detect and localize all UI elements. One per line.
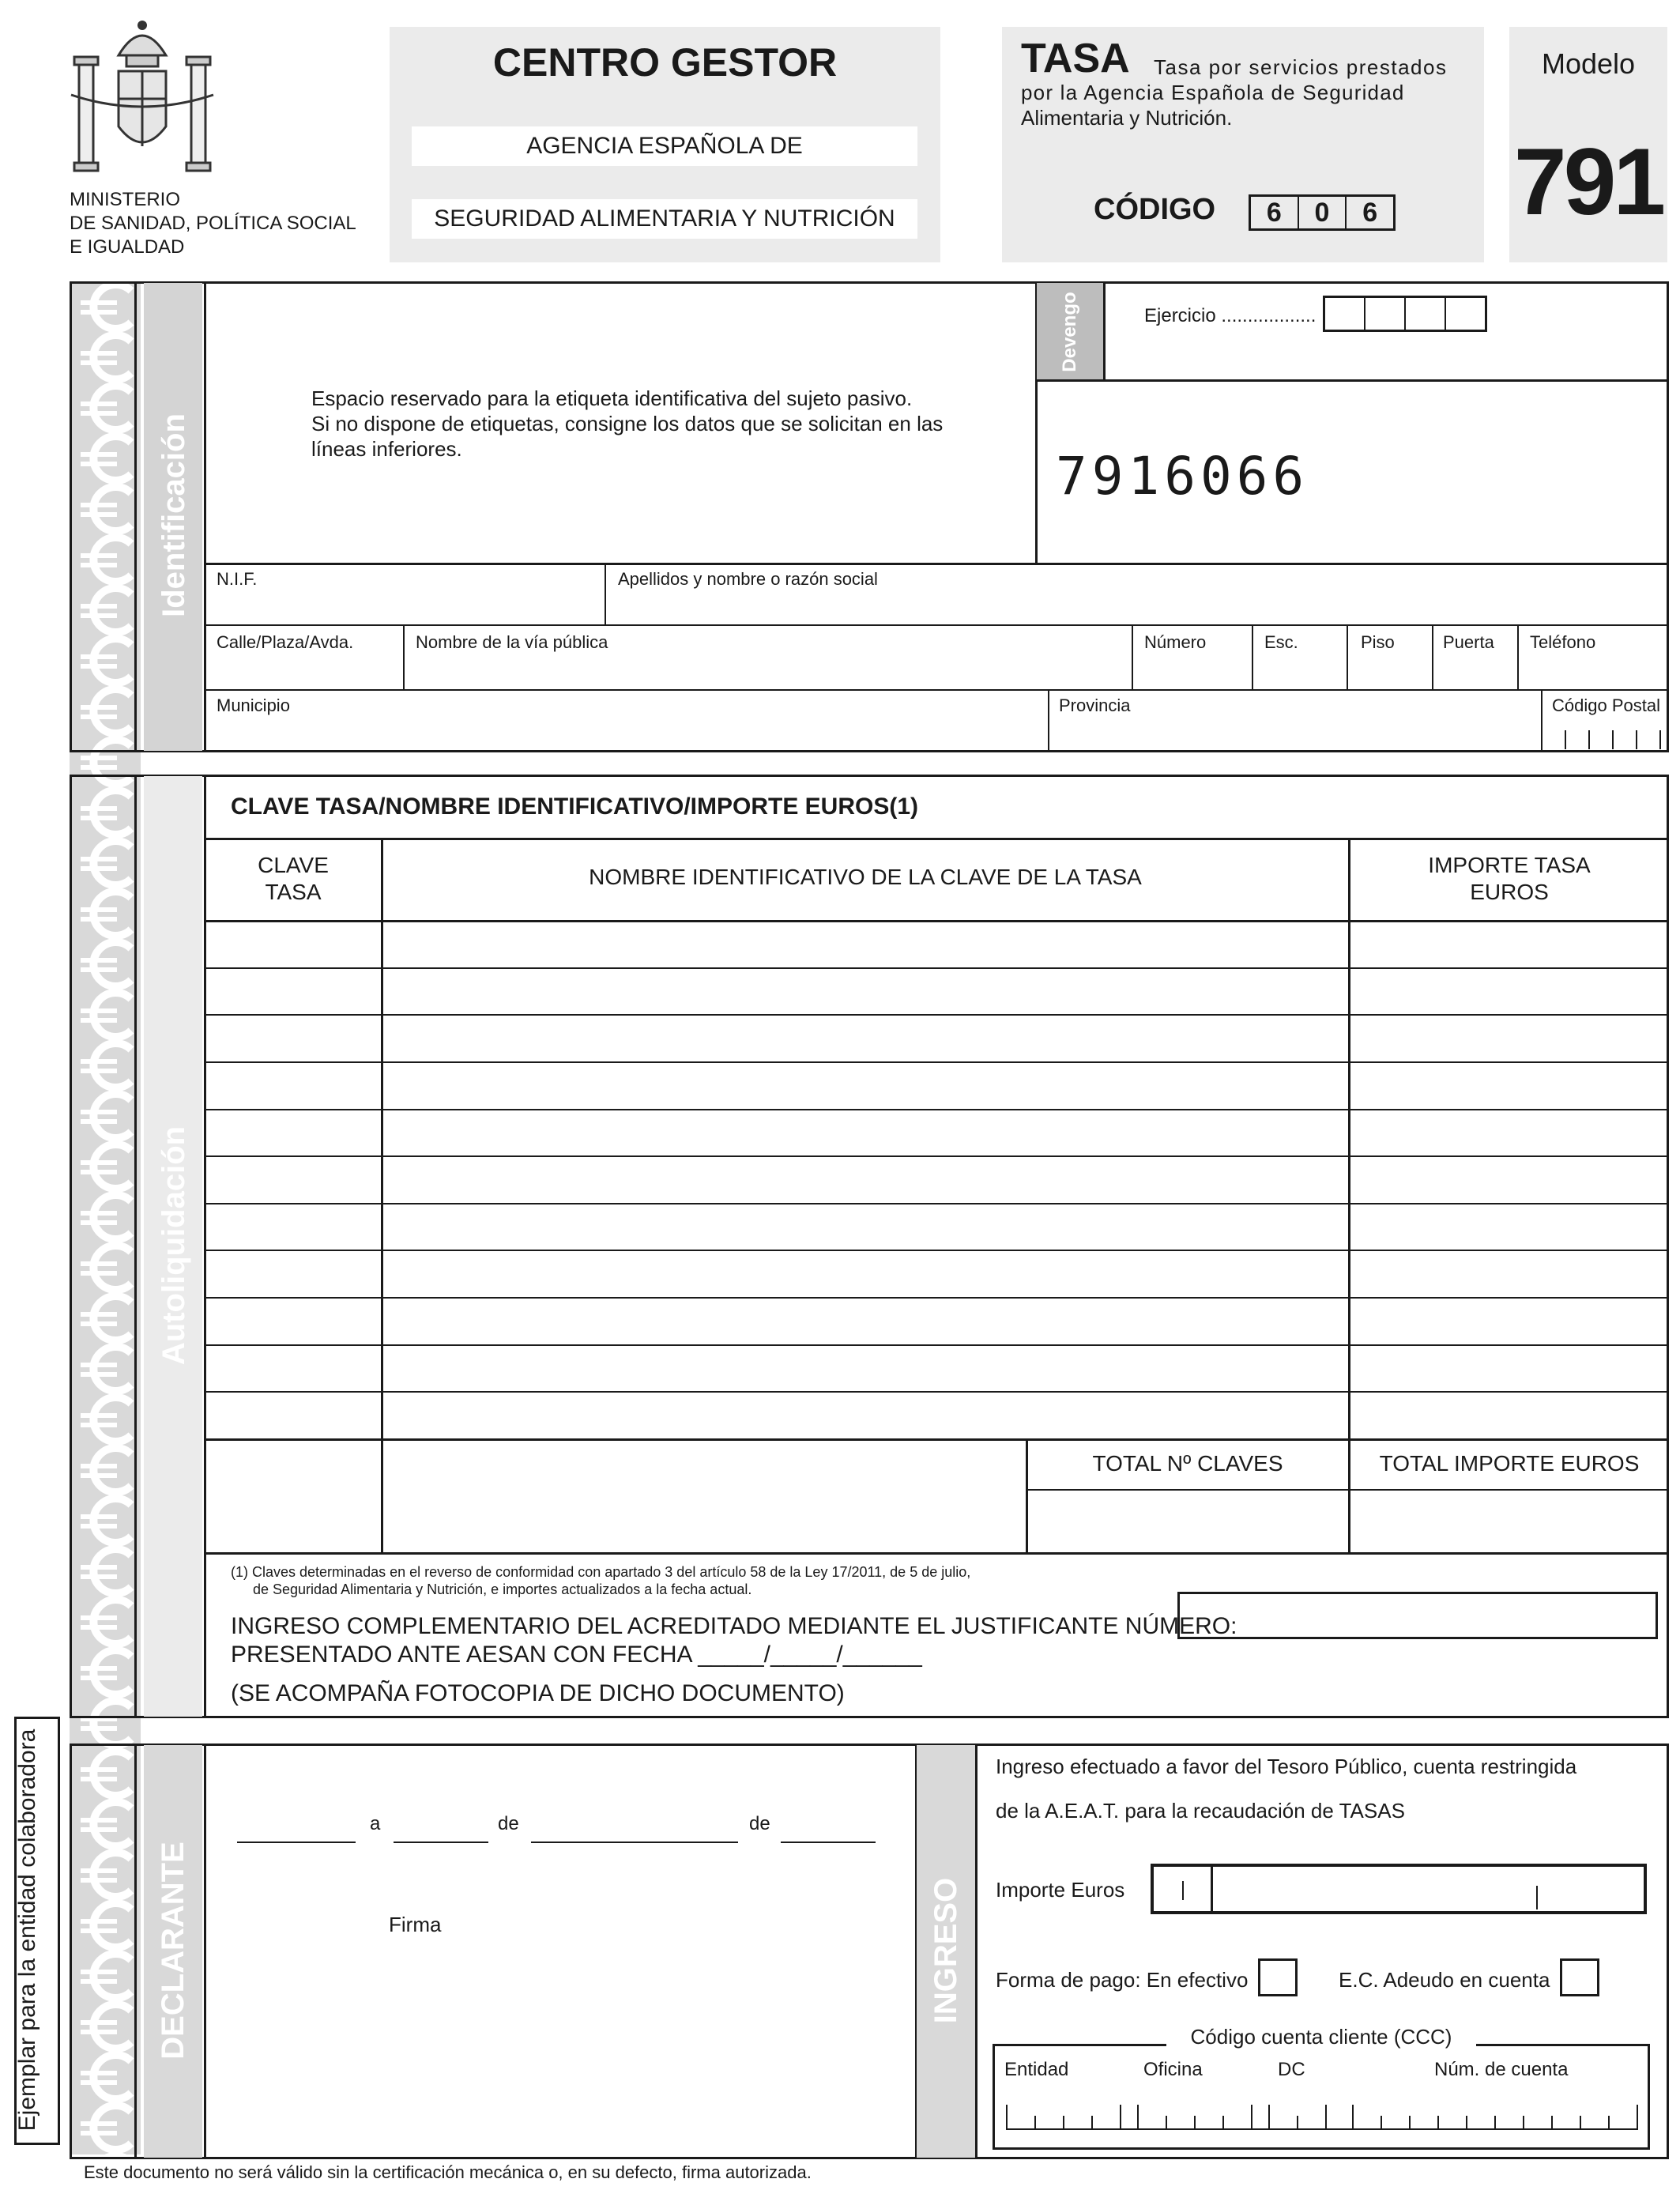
ccc-digit-tick xyxy=(1352,2105,1354,2128)
ccc-digit-tick xyxy=(1523,2116,1524,2128)
entidad-label: Entidad xyxy=(1004,2059,1069,2080)
divider xyxy=(975,1744,977,2159)
divider xyxy=(1048,689,1049,752)
table-row xyxy=(204,967,1669,1015)
total-claves-field[interactable] xyxy=(1035,1495,1339,1546)
ccc-digit-tick xyxy=(1637,2105,1638,2128)
ejercicio-digit-cell[interactable] xyxy=(1325,298,1365,330)
nombre-tasa-field[interactable] xyxy=(387,1396,1345,1434)
ccc-digit-tick xyxy=(1034,2116,1036,2128)
telefono-field[interactable] xyxy=(1528,658,1663,686)
divider xyxy=(605,563,606,624)
col-header-clave: CLAVE TASA xyxy=(258,853,329,904)
ccc-digit-tick xyxy=(1494,2116,1496,2128)
modelo-number: 791 xyxy=(1513,129,1663,235)
ccc-digit-tick xyxy=(1222,2116,1224,2128)
table-row xyxy=(204,1250,1669,1297)
ejercicio-label: Ejercicio .................. xyxy=(1144,305,1317,326)
num-cuenta-label: Núm. de cuenta xyxy=(1434,2059,1569,2080)
nombre-tasa-field[interactable] xyxy=(387,1208,1345,1246)
apellidos-label: Apellidos y nombre o razón social xyxy=(618,569,878,589)
importe-euros-label: Importe Euros xyxy=(996,1878,1125,1902)
importe-tasa-field[interactable] xyxy=(1354,1254,1664,1292)
ejercicio-digit-cell[interactable] xyxy=(1365,298,1406,330)
piso-label: Piso xyxy=(1361,632,1395,652)
efectivo-checkbox[interactable] xyxy=(1258,1958,1298,1996)
justificante-complementario-field[interactable] xyxy=(1177,1592,1658,1639)
divider xyxy=(1006,2128,1638,2130)
divider xyxy=(134,281,137,752)
nombre-tasa-field[interactable] xyxy=(387,1019,1345,1057)
adeudo-checkbox[interactable] xyxy=(1560,1958,1599,1996)
nif-label: N.I.F. xyxy=(217,569,258,589)
telefono-label: Teléfono xyxy=(1530,632,1596,652)
divider xyxy=(1035,379,1669,382)
divider xyxy=(134,775,137,1718)
divider xyxy=(204,1552,1669,1555)
ministry-name: MINISTERIO DE SANIDAD, POLÍTICA SOCIAL E IGUALDAD xyxy=(70,189,356,258)
importe-tasa-field[interactable] xyxy=(1354,1019,1664,1057)
divider xyxy=(1132,624,1133,689)
importe-tasa-field[interactable] xyxy=(1354,972,1664,1010)
table-row xyxy=(204,1391,1669,1438)
piso-field[interactable] xyxy=(1358,658,1427,686)
centro-gestor-panel xyxy=(390,27,940,262)
ccc-digit-tick xyxy=(1063,2116,1064,2128)
divider xyxy=(204,689,1669,691)
ccc-digit-tick xyxy=(1297,2116,1298,2128)
agency-line-1: AGENCIA ESPAÑOLA DE xyxy=(412,126,917,166)
cp-field[interactable] xyxy=(1554,727,1664,751)
tasa-title: TASA xyxy=(1021,36,1130,81)
ccc-digit-tick xyxy=(1551,2116,1553,2128)
importe-tasa-field[interactable] xyxy=(1354,1160,1664,1198)
table-row xyxy=(204,1014,1669,1061)
municipio-label: Municipio xyxy=(217,696,290,715)
coat-of-arms-logo xyxy=(63,8,221,182)
divider xyxy=(1541,689,1543,752)
forma-pago-label: Forma de pago: En efectivo xyxy=(996,1968,1249,1992)
autoliquidacion-side-label: Autoliquidación xyxy=(156,1125,191,1366)
nombre-tasa-field[interactable] xyxy=(387,972,1345,1010)
de-label: de xyxy=(749,1813,770,1834)
clave-tasa-field[interactable] xyxy=(210,1160,379,1198)
codigo-box xyxy=(1249,194,1396,231)
provincia-field[interactable] xyxy=(1059,721,1533,749)
clave-tasa-field[interactable] xyxy=(210,1396,379,1434)
table-row xyxy=(204,920,1669,967)
oficina-label: Oficina xyxy=(1143,2059,1203,2080)
table-row xyxy=(204,1203,1669,1250)
divider xyxy=(1026,1489,1669,1491)
ejercicio-digit-cell[interactable] xyxy=(1446,298,1485,330)
ccc-digit-tick xyxy=(1194,2116,1196,2128)
signature-area[interactable] xyxy=(237,1944,901,2134)
ccc-digit-tick xyxy=(1381,2116,1382,2128)
table-row xyxy=(204,1344,1669,1392)
ccc-digit-tick xyxy=(1268,2105,1270,2128)
ccc-digit-tick xyxy=(1580,2116,1581,2128)
tasa-desc-2: por la Agencia Española de Seguridad xyxy=(1021,81,1405,104)
table-row xyxy=(204,1297,1669,1344)
agency-line-2: SEGURIDAD ALIMENTARIA Y NUTRICIÓN xyxy=(412,199,917,239)
municipio-field[interactable] xyxy=(215,721,1037,749)
ejercicio-input[interactable] xyxy=(1323,296,1487,332)
reserved-text-line: Espacio reservado para la etiqueta identificativa del sujeto pasivo. xyxy=(311,386,913,410)
divider xyxy=(204,1744,206,2159)
de-label: de xyxy=(498,1813,519,1834)
puerta-field[interactable] xyxy=(1443,658,1512,686)
esc-field[interactable] xyxy=(1263,658,1342,686)
esc-label: Esc. xyxy=(1264,632,1298,652)
table-row xyxy=(204,1061,1669,1109)
footnote: (1) Claves determinadas en el reverso de conformidad con apartado 3 del artículo 58 de la Ley 17/2011, de 5 de julio, de Seguridad Alimentaria y Nutrición, e importes actualizados a la fecha actual. xyxy=(231,1564,971,1597)
divider xyxy=(204,1438,1669,1441)
devengo-label: Devengo xyxy=(1059,292,1080,372)
declarante-side-label: DECLARANTE xyxy=(156,1842,190,2060)
tasa-desc-1: Tasa por servicios prestados xyxy=(1154,55,1448,79)
ingreso-text-2: de la A.E.A.T. para la recaudación de TASAS xyxy=(996,1799,1405,1823)
day-field[interactable] xyxy=(394,1813,488,1843)
via-field[interactable] xyxy=(414,658,1125,686)
ccc-digit-tick xyxy=(1608,2116,1610,2128)
ejercicio-digit-cell[interactable] xyxy=(1406,298,1446,330)
divider xyxy=(1432,624,1433,689)
place-field[interactable] xyxy=(237,1813,356,1843)
ccc-label: Código cuenta cliente (CCC) xyxy=(1166,2022,1476,2052)
fotocopia-note: (SE ACOMPAÑA FOTOCOPIA DE DICHO DOCUMENTO) xyxy=(231,1680,845,1706)
clave-tasa-field[interactable] xyxy=(210,972,379,1010)
importe-tasa-field[interactable] xyxy=(1354,1302,1664,1340)
nombre-tasa-field[interactable] xyxy=(387,1302,1345,1340)
table-row xyxy=(204,1109,1669,1156)
divider xyxy=(204,281,206,752)
importe-tasa-field[interactable] xyxy=(1354,1349,1664,1387)
total-importe-label: TOTAL IMPORTE EUROS xyxy=(1379,1451,1640,1476)
total-importe-field[interactable] xyxy=(1358,1495,1661,1546)
cp-label: Código Postal xyxy=(1552,696,1660,715)
ccc-digit-tick xyxy=(1137,2105,1139,2128)
side-copy-label: Ejemplar para la entidad colaboradora xyxy=(14,1728,40,2132)
clave-tasa-field[interactable] xyxy=(210,925,379,963)
table-row xyxy=(204,1155,1669,1203)
divider xyxy=(1252,624,1253,689)
importe-tasa-field[interactable] xyxy=(1354,1208,1664,1246)
nombre-tasa-field[interactable] xyxy=(387,1114,1345,1152)
via-label: Nombre de la vía pública xyxy=(416,632,608,652)
codigo-digit: 0 xyxy=(1299,197,1347,228)
section-title: CLAVE TASA/NOMBRE IDENTIFICATIVO/IMPORTE EUROS(1) xyxy=(231,794,919,820)
codigo-digit: 6 xyxy=(1362,198,1378,228)
clave-tasa-field[interactable] xyxy=(210,1208,379,1246)
nombre-tasa-field[interactable] xyxy=(387,1254,1345,1292)
centro-gestor-title: CENTRO GESTOR xyxy=(492,40,838,85)
ingreso-text-1: Ingreso efectuado a favor del Tesoro Público, cuenta restringida xyxy=(996,1755,1577,1778)
reserved-label-area xyxy=(311,386,943,462)
col-header-importe: IMPORTE TASA EUROS xyxy=(1428,853,1591,904)
reserved-text-line: líneas inferiores. xyxy=(311,437,462,461)
codigo-digit: 6 xyxy=(1251,197,1299,228)
clave-tasa-field[interactable] xyxy=(210,1302,379,1340)
importe-tasa-field[interactable] xyxy=(1354,1114,1664,1152)
identificacion-side-label: Identificación xyxy=(156,413,191,617)
month-field[interactable] xyxy=(531,1813,738,1843)
clave-tasa-field[interactable] xyxy=(210,1019,379,1057)
calle-label: Calle/Plaza/Avda. xyxy=(217,632,354,652)
ccc-digit-tick xyxy=(1251,2105,1252,2128)
reserved-text-line: Si no dispone de etiquetas, consigne los datos que se solicitan en las xyxy=(311,412,944,435)
ingreso-complementario: INGRESO COMPLEMENTARIO DEL ACREDITADO MEDIANTE EL JUSTIFICANTE NÚMERO: PRESENTADO ANTE AESAN CON FECHA _____/_____/______ xyxy=(231,1613,1237,1668)
dc-label: DC xyxy=(1278,2059,1305,2080)
nombre-tasa-field[interactable] xyxy=(387,1066,1345,1104)
divider xyxy=(1517,624,1519,689)
ccc-digit-tick xyxy=(1120,2105,1121,2128)
justificante-number: 7916066 xyxy=(1056,446,1309,507)
divider xyxy=(204,563,1669,565)
nombre-tasa-field[interactable] xyxy=(387,925,1345,963)
importe-tasa-field[interactable] xyxy=(1354,1066,1664,1104)
col-header-nombre: NOMBRE IDENTIFICATIVO DE LA CLAVE DE LA TASA xyxy=(589,865,1142,889)
importe-tasa-field[interactable] xyxy=(1354,1396,1664,1434)
modelo-label: Modelo xyxy=(1541,47,1636,80)
puerta-label: Puerta xyxy=(1443,632,1494,652)
codigo-label: CÓDIGO xyxy=(1094,193,1216,226)
ccc-digit-tick xyxy=(1166,2116,1167,2128)
place-date-line xyxy=(237,1813,876,1845)
divider xyxy=(204,624,1669,626)
clave-tasa-field[interactable] xyxy=(210,1254,379,1292)
divider xyxy=(403,624,405,689)
clave-tasa-field[interactable] xyxy=(210,1114,379,1152)
ccc-digit-tick xyxy=(1437,2116,1439,2128)
tasa-desc-3: Alimentaria y Nutrición. xyxy=(1021,106,1233,130)
tasa-panel xyxy=(1002,27,1484,262)
adeudo-label: E.C. Adeudo en cuenta xyxy=(1339,1968,1550,1992)
divider xyxy=(204,838,1669,840)
clave-tasa-field[interactable] xyxy=(210,1349,379,1387)
ccc-digit-tick xyxy=(1091,2116,1093,2128)
importe-euros-field[interactable] xyxy=(1151,1864,1647,1914)
firma-label: Firma xyxy=(389,1913,442,1936)
numero-label: Número xyxy=(1144,632,1207,652)
ccc-digit-tick xyxy=(1466,2116,1467,2128)
a-label: a xyxy=(370,1813,381,1834)
ingreso-side-label: INGRESO xyxy=(929,1877,963,2024)
divider xyxy=(1347,624,1348,689)
ccc-digit-tick xyxy=(1409,2116,1411,2128)
clave-tasa-field[interactable] xyxy=(210,1066,379,1104)
ccc-digit-tick xyxy=(1006,2105,1008,2128)
footer-note: Este documento no será válido sin la certificación mecánica o, en su defecto, firma autorizada. xyxy=(84,2162,812,2182)
side-copy-frame xyxy=(14,1717,60,2145)
modelo-panel xyxy=(1509,27,1667,262)
divider xyxy=(134,1744,137,2159)
calle-field[interactable] xyxy=(215,658,397,686)
total-claves-label: TOTAL Nº CLAVES xyxy=(1092,1451,1283,1476)
divider xyxy=(1103,281,1106,381)
importe-tasa-field[interactable] xyxy=(1354,925,1664,963)
nombre-tasa-field[interactable] xyxy=(387,1160,1345,1198)
nif-field[interactable] xyxy=(215,593,594,621)
ccc-field[interactable] xyxy=(993,2044,1650,2150)
year-field[interactable] xyxy=(781,1813,876,1843)
apellidos-field[interactable] xyxy=(616,593,1659,621)
nombre-tasa-field[interactable] xyxy=(387,1349,1345,1387)
ccc-digit-tick xyxy=(1325,2105,1327,2128)
provincia-label: Provincia xyxy=(1059,696,1131,715)
numero-field[interactable] xyxy=(1143,658,1245,686)
